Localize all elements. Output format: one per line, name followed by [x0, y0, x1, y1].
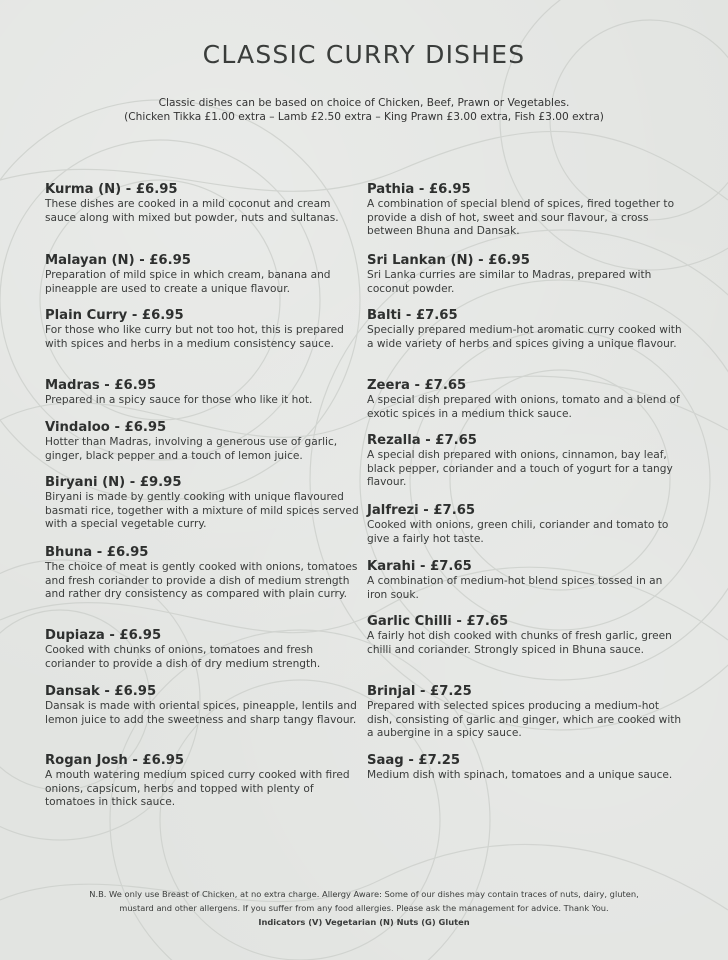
dish-name: Saag - £7.25 [367, 753, 461, 768]
dish-name: Dansak - £6.95 [45, 684, 157, 699]
dish-description: A fairly hot dish cooked with chunks of fresh garlic, green chilli and coriander. Strongly spiced in Bhuna sauce. [367, 630, 672, 656]
intro-line-2: (Chicken Tikka £1.00 extra – Lamb £2.50 extra – King Prawn £3.00 extra, Fish £3.00 extra) [124, 111, 604, 123]
dish-description: Prepared in a spicy sauce for those who like it hot. [45, 394, 313, 406]
dish-description: Preparation of mild spice in which cream, banana and pineapple are used to create a unique flavour. [45, 269, 331, 295]
dish-item [45, 181, 363, 225]
dish-name: Garlic Chilli - £7.65 [367, 614, 509, 629]
dish-item [45, 627, 363, 671]
dish-item [45, 377, 363, 408]
dish-name: Plain Curry - £6.95 [45, 308, 184, 323]
dish-item [367, 558, 685, 602]
dish-name: Sri Lankan (N) - £6.95 [367, 253, 530, 268]
dish-name: Zeera - £7.65 [367, 378, 467, 393]
dish-description: For those who like curry but not too hot, this is prepared with spices and herbs in a medium consistency sauce. [45, 324, 344, 350]
dish-name: Rogan Josh - £6.95 [45, 753, 185, 768]
dish-description: Specially prepared medium-hot aromatic curry cooked with a wide variety of herbs and spices giving a unique flavour. [367, 324, 682, 350]
dish-item [367, 377, 685, 421]
dish-name: Balti - £7.65 [367, 308, 458, 323]
dietary-indicators: Indicators (V) Vegetarian (N) Nuts (G) Gluten [258, 917, 470, 927]
dish-item [367, 502, 685, 546]
dish-description: The choice of meat is gently cooked with onions, tomatoes and fresh coriander to provide a dish of medium strength and rather dry consistency as compared with plain curry. [45, 561, 358, 601]
dish-item [367, 613, 685, 657]
dish-name: Kurma (N) - £6.95 [45, 182, 178, 197]
dish-name: Brinjal - £7.25 [367, 684, 472, 699]
dish-description: Medium dish with spinach, tomatoes and a unique sauce. [367, 769, 673, 781]
dish-description: A combination of medium-hot blend spices tossed in an iron souk. [367, 575, 663, 601]
dish-item [45, 474, 363, 532]
dish-description: Biryani is made by gently cooking with unique flavoured basmati rice, together with a mixture of mild spices served with a special vegetable curry. [45, 491, 359, 531]
dish-description: A combination of special blend of spices, fired together to provide a dish of hot, sweet and sour flavour, a cross between Bhuna and Dansak. [367, 198, 675, 238]
dish-item [45, 544, 363, 602]
dish-name: Karahi - £7.65 [367, 559, 472, 574]
dish-item [367, 752, 685, 783]
dish-name: Rezalla - £7.65 [367, 433, 477, 448]
dish-name: Madras - £6.95 [45, 378, 157, 393]
page-title: CLASSIC CURRY DISHES [202, 40, 526, 69]
dish-description: Sri Lanka curries are similar to Madras, prepared with coconut powder. [367, 269, 652, 295]
dish-item [45, 252, 363, 296]
dish-item [45, 683, 363, 727]
allergy-note-line-2: mustard and other allergens. If you suffer from any food allergies. Please ask the management for advice. Thank You. [119, 903, 609, 913]
dish-name: Dupiaza - £6.95 [45, 628, 162, 643]
dish-item [367, 307, 685, 351]
dish-name: Biryani (N) - £9.95 [45, 475, 182, 490]
dish-description: Prepared with selected spices producing a medium-hot dish, consisting of garlic and ginger, which are cooked with a aubergine in a spicy sauce. [367, 700, 682, 740]
dish-description: A mouth watering medium spiced curry cooked with fired onions, capsicum, herbs and topped with plenty of tomatoes in thick sauce. [45, 769, 350, 809]
dish-item [45, 752, 363, 810]
dish-description: Cooked with onions, green chili, coriander and tomato to give a fairly hot taste. [367, 519, 669, 545]
dish-item [367, 181, 685, 239]
dish-item [367, 432, 685, 490]
dish-description: A special dish prepared with onions, cinnamon, bay leaf, black pepper, coriander and a touch of yogurt for a tangy flavour. [367, 449, 673, 489]
dish-item [367, 683, 685, 741]
dish-description: Hotter than Madras, involving a generous use of garlic, ginger, black pepper and a touch of lemon juice. [45, 436, 338, 462]
dish-name: Bhuna - £6.95 [45, 545, 149, 560]
dish-item [45, 419, 363, 463]
dish-description: These dishes are cooked in a mild coconut and cream sauce along with mixed but powder, nuts and sultanas. [45, 198, 339, 224]
dish-name: Malayan (N) - £6.95 [45, 253, 191, 268]
dish-description: Cooked with chunks of onions, tomatoes and fresh coriander to provide a dish of dry medium strength. [45, 644, 321, 670]
dish-name: Jalfrezi - £7.65 [367, 503, 476, 518]
dish-name: Pathia - £6.95 [367, 182, 471, 197]
footer-notes [0, 887, 728, 929]
dish-description: A special dish prepared with onions, tomato and a blend of exotic spices in a medium thick sauce. [367, 394, 680, 420]
dish-item [367, 252, 685, 296]
allergy-note-line-1: N.B. We only use Breast of Chicken, at no extra charge. Allergy Aware: Some of our dishes may contain traces of nuts, dairy, gluten, [89, 889, 639, 899]
intro-line-1: Classic dishes can be based on choice of Chicken, Beef, Prawn or Vegetables. [158, 97, 570, 109]
dish-item [45, 307, 363, 351]
dish-description: Dansak is made with oriental spices, pineapple, lentils and lemon juice to add the sweetness and sharp tangy flavour. [45, 700, 357, 726]
intro-text [0, 96, 728, 124]
dish-name: Vindaloo - £6.95 [45, 420, 167, 435]
